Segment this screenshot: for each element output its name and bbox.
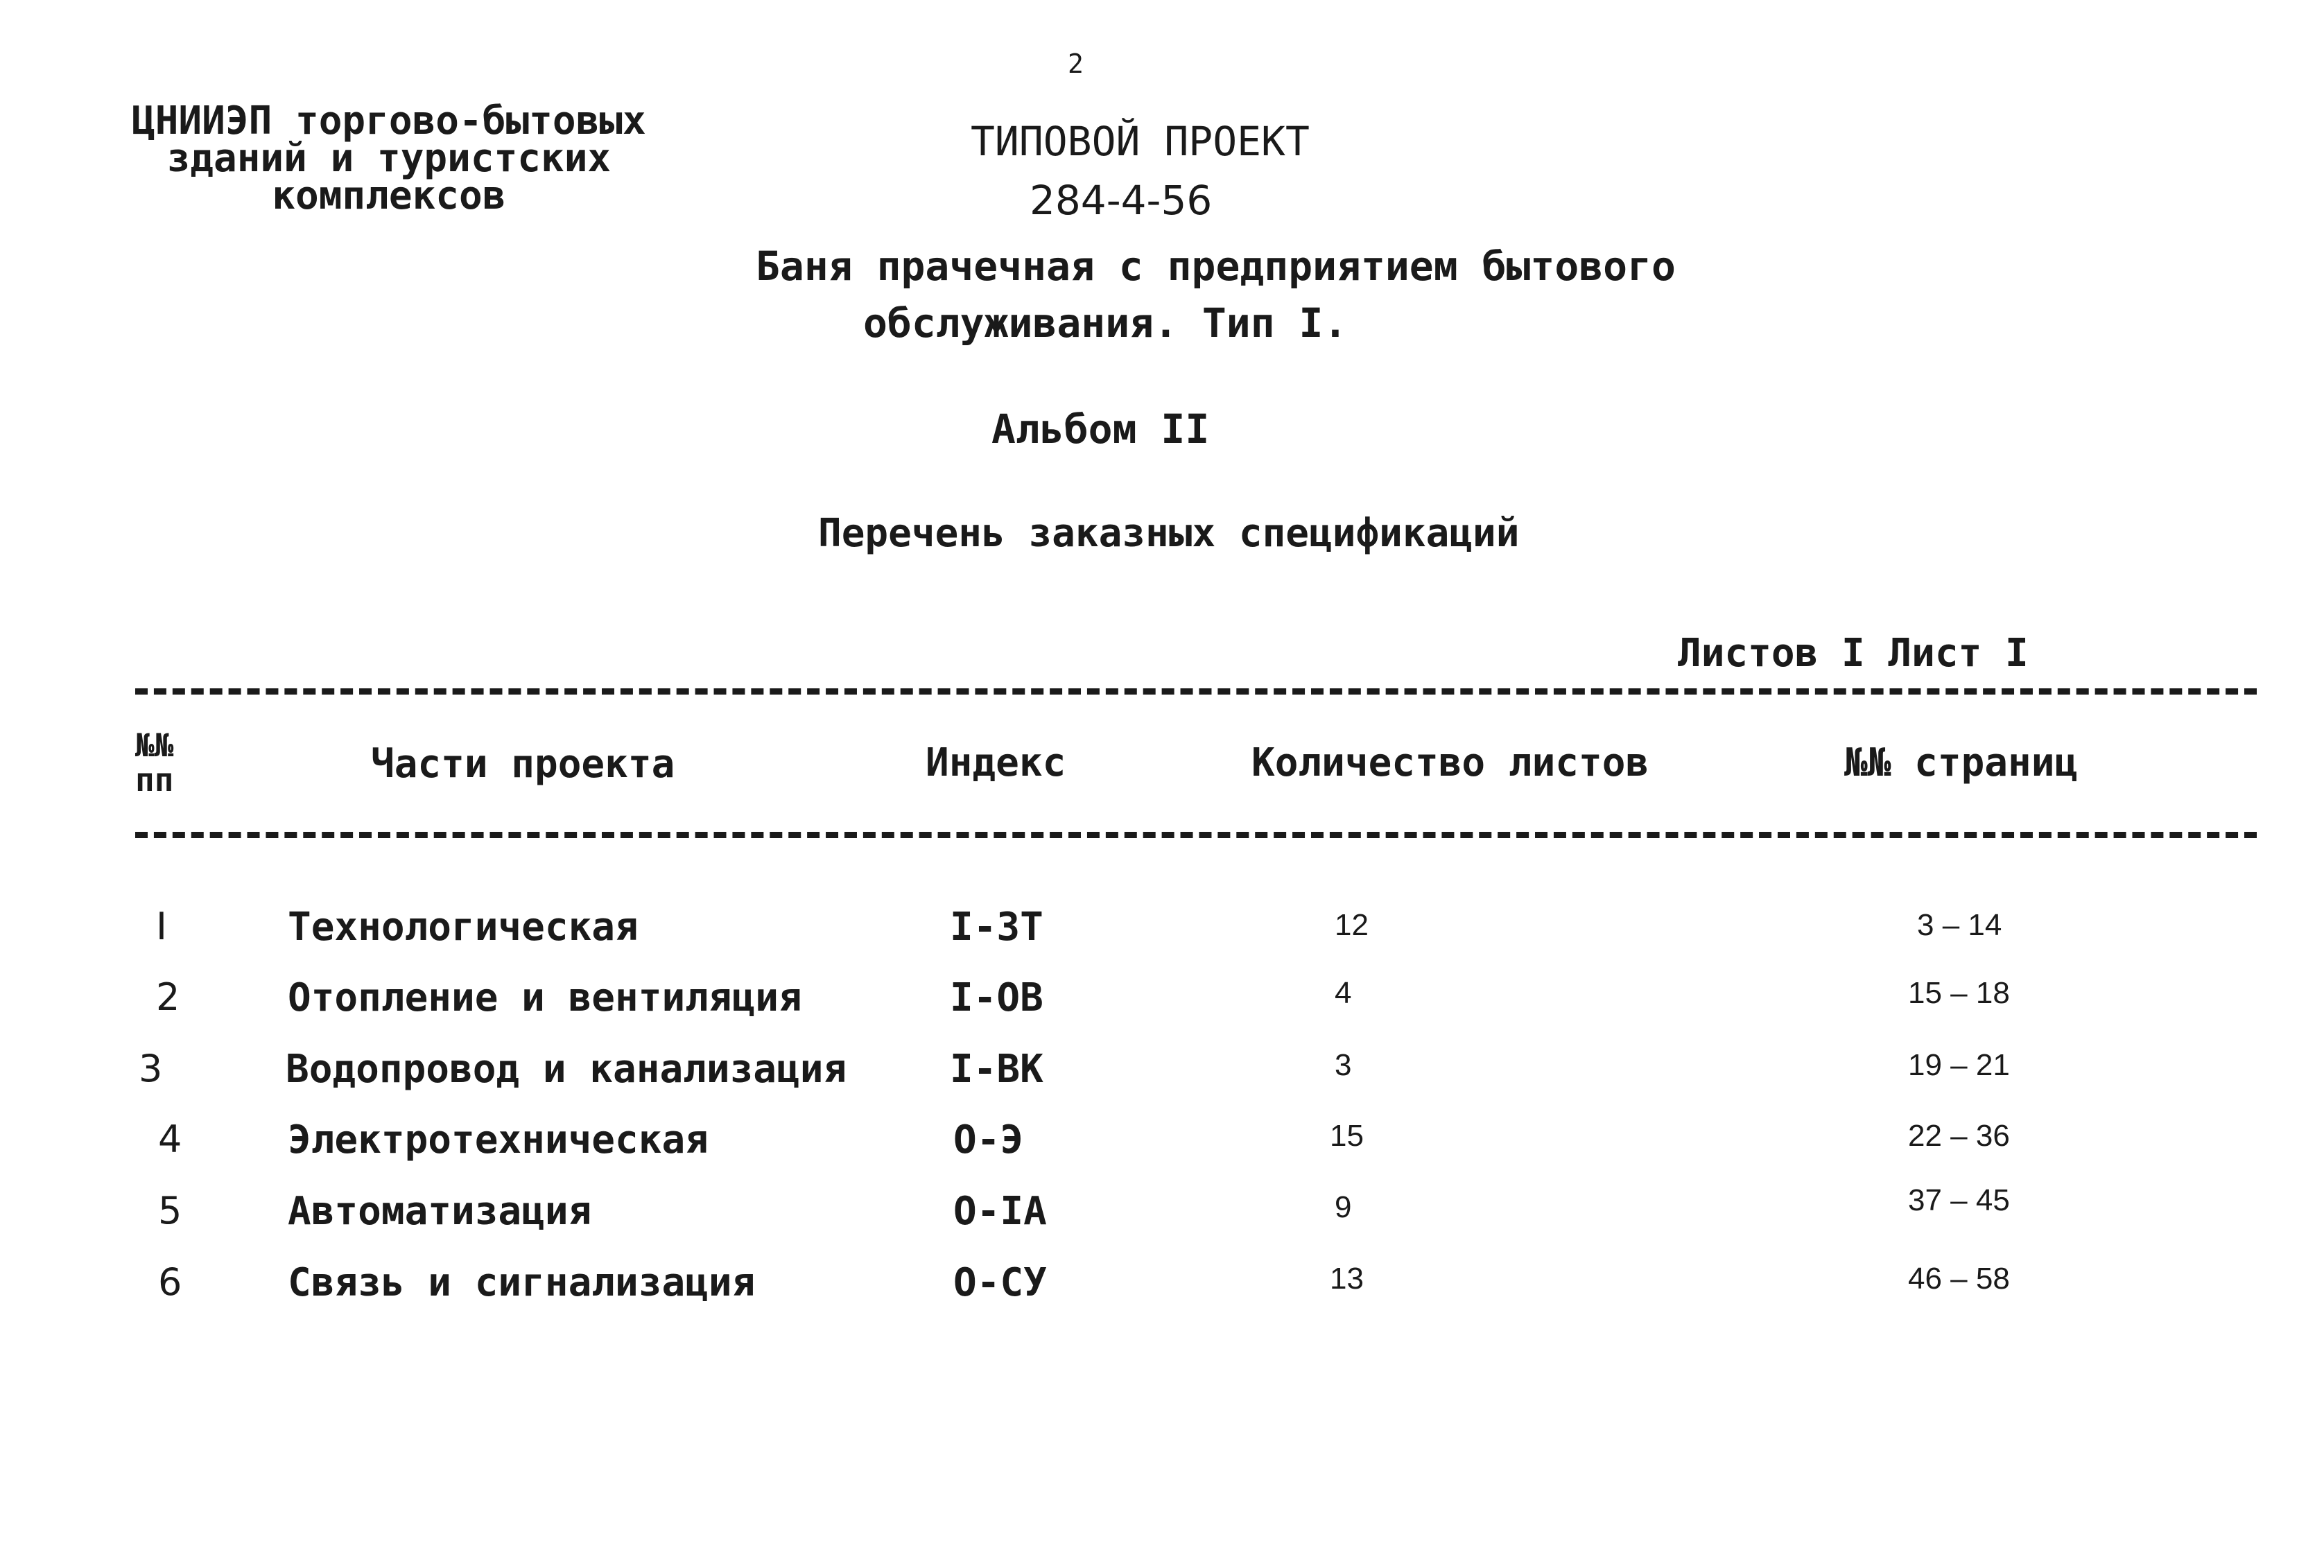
row-2-index: I-ОВ <box>950 975 1043 1020</box>
table-top-divider <box>135 688 2257 695</box>
page-number: 2 <box>1068 49 1084 79</box>
header-part: Части проекта <box>371 742 675 787</box>
row-5-pages: 37 – 45 <box>1908 1183 2010 1217</box>
row-3-index: I-ВК <box>950 1047 1043 1092</box>
project-code: 284-4-56 <box>1030 177 1213 224</box>
sheet-info: Листов I Лист I <box>1678 631 2029 676</box>
row-2-number: 2 <box>156 975 180 1019</box>
row-5-number: 5 <box>158 1189 182 1232</box>
header-index: Индекс <box>926 740 1066 785</box>
project-label: ТИПОВОЙ ПРОЕКТ <box>971 118 1310 165</box>
organization-line-1: ЦНИИЭП торгово-бытовых <box>132 98 646 143</box>
row-3-number: 3 <box>139 1047 163 1090</box>
organization-line-2: зданий и туристских <box>166 136 612 181</box>
row-1-number: I <box>156 905 167 948</box>
header-number-line-1: №№ <box>135 726 174 764</box>
row-2-part: Отопление и вентиляция <box>288 975 802 1020</box>
row-5-index: О-IА <box>953 1189 1047 1234</box>
header-pages: №№ страниц <box>1844 740 2079 785</box>
row-6-part: Связь и сигнализация <box>288 1260 756 1305</box>
row-1-part: Технологическая <box>288 905 639 950</box>
row-5-count: 9 <box>1335 1190 1352 1224</box>
table-header-divider <box>135 832 2257 838</box>
row-1-pages: 3 – 14 <box>1917 908 2002 942</box>
project-title-line-1: Баня прачечная с предприятием бытового <box>756 243 1676 290</box>
row-3-pages: 19 – 21 <box>1908 1048 2010 1082</box>
row-4-count: 15 <box>1330 1119 1364 1153</box>
album-title: Альбом II <box>991 406 1210 453</box>
project-title-line-2: обслуживания. Тип I. <box>863 299 1348 347</box>
row-2-count: 4 <box>1335 976 1352 1010</box>
row-4-pages: 22 – 36 <box>1908 1119 2010 1153</box>
row-5-part: Автоматизация <box>288 1189 592 1234</box>
header-number <box>135 728 173 797</box>
row-4-index: О-Э <box>953 1117 1024 1162</box>
header-count: Количество листов <box>1251 740 1649 785</box>
row-6-index: О-СУ <box>953 1260 1047 1305</box>
list-title: Перечень заказных спецификаций <box>818 511 1520 556</box>
row-1-count: 12 <box>1335 908 1369 942</box>
header-number-line-2: пп <box>135 761 174 799</box>
row-6-number: 6 <box>158 1260 182 1304</box>
row-4-part: Электротехническая <box>288 1117 709 1162</box>
row-3-count: 3 <box>1335 1048 1352 1082</box>
row-3-part: Водопровод и канализация <box>286 1047 847 1092</box>
organization-line-3: комплексов <box>272 173 506 218</box>
row-6-count: 13 <box>1330 1262 1364 1296</box>
organization-block <box>132 98 646 218</box>
row-2-pages: 15 – 18 <box>1908 976 2010 1010</box>
row-6-pages: 46 – 58 <box>1908 1262 2010 1296</box>
row-1-index: I-3Т <box>950 905 1043 950</box>
row-4-number: 4 <box>158 1117 182 1161</box>
